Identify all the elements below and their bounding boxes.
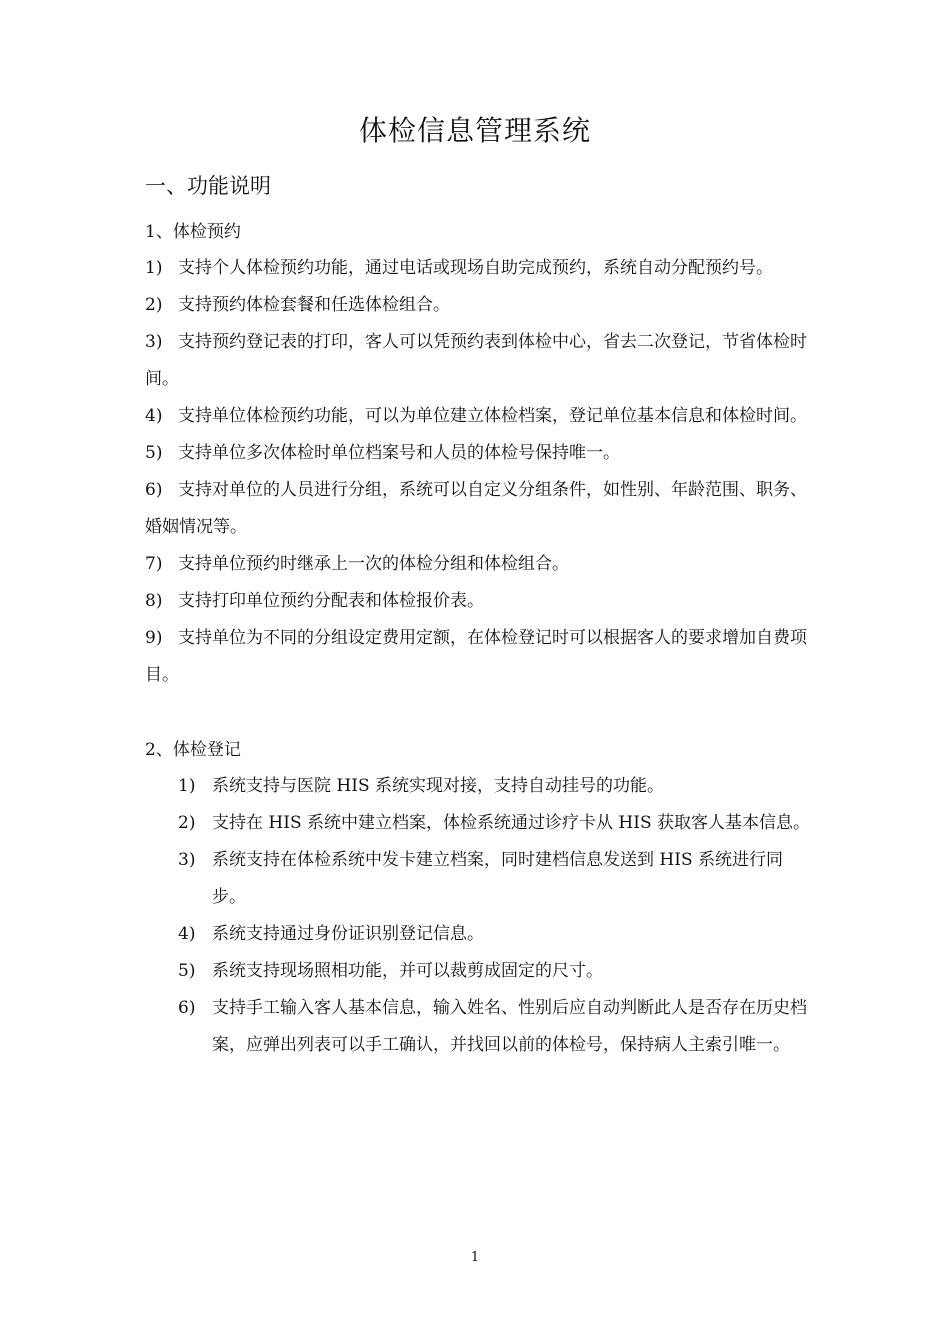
item-number: 1) bbox=[178, 776, 196, 796]
section-heading: 一、功能说明 bbox=[145, 174, 271, 198]
list-item bbox=[145, 620, 810, 694]
item-number: 9) bbox=[145, 628, 163, 648]
item-text: 支持对单位的人员进行分组，系统可以自定义分组条件，如性别、年龄范围、职务、婚姻情况等。 bbox=[145, 480, 807, 537]
subsection-heading-appointment: 1、体检预约 bbox=[145, 222, 241, 242]
item-text: 支持单位为不同的分组设定费用定额，在体检登记时可以根据客人的要求增加自费项目。 bbox=[145, 628, 807, 685]
item-number: 2) bbox=[145, 295, 163, 315]
item-text: 支持预约体检套餐和任选体检组合。 bbox=[178, 295, 450, 315]
page-number: 1 bbox=[470, 1250, 480, 1265]
appointment-list bbox=[145, 250, 810, 694]
registration-list bbox=[145, 768, 810, 1064]
list-item bbox=[145, 805, 810, 842]
item-text: 系统支持在体检系统中发卡建立档案，同时建档信息发送到 HIS 系统进行同步。 bbox=[212, 850, 783, 907]
list-item bbox=[145, 287, 810, 324]
list-item bbox=[145, 768, 810, 805]
item-number: 2) bbox=[178, 813, 196, 833]
document-title: 体检信息管理系统 bbox=[358, 114, 591, 147]
list-item bbox=[145, 398, 810, 435]
item-number: 7) bbox=[145, 554, 163, 574]
list-item bbox=[145, 842, 810, 916]
item-number: 5) bbox=[145, 443, 163, 463]
item-number: 1) bbox=[145, 258, 163, 278]
item-text: 系统支持现场照相功能，并可以裁剪成固定的尺寸。 bbox=[212, 961, 603, 981]
item-text: 支持个人体检预约功能，通过电话或现场自助完成预约，系统自动分配预约号。 bbox=[178, 258, 773, 278]
item-number: 5) bbox=[178, 961, 196, 981]
document-body bbox=[145, 214, 810, 1064]
item-text: 支持手工输入客人基本信息，输入姓名、性别后应自动判断此人是否存在历史档案，应弹出列表可以手工确认，并找回以前的体检号，保持病人主索引唯一。 bbox=[212, 998, 807, 1055]
item-number: 3) bbox=[178, 850, 196, 870]
list-item bbox=[145, 324, 810, 398]
item-number: 4) bbox=[145, 406, 163, 426]
item-number: 3) bbox=[145, 332, 163, 352]
item-number: 6) bbox=[178, 998, 196, 1018]
item-number: 4) bbox=[178, 924, 196, 944]
item-text: 系统支持与医院 HIS 系统实现对接，支持自动挂号的功能。 bbox=[212, 776, 664, 796]
list-item bbox=[145, 990, 810, 1064]
item-number: 8) bbox=[145, 591, 163, 611]
item-text: 支持单位多次体检时单位档案号和人员的体检号保持唯一。 bbox=[178, 443, 620, 463]
list-item bbox=[145, 583, 810, 620]
item-text: 支持单位预约时继承上一次的体检分组和体检组合。 bbox=[178, 554, 569, 574]
item-text: 支持打印单位预约分配表和体检报价表。 bbox=[178, 591, 484, 611]
list-item bbox=[145, 916, 810, 953]
list-item bbox=[145, 953, 810, 990]
item-text: 支持单位体检预约功能，可以为单位建立体检档案，登记单位基本信息和体检时间。 bbox=[178, 406, 807, 426]
paragraph-gap bbox=[145, 694, 810, 732]
item-number: 6) bbox=[145, 480, 163, 500]
list-item bbox=[145, 435, 810, 472]
item-text: 支持在 HIS 系统中建立档案，体检系统通过诊疗卡从 HIS 获取客人基本信息。 bbox=[212, 813, 810, 833]
subsection-heading-registration: 2、体检登记 bbox=[145, 740, 241, 760]
list-item bbox=[145, 250, 810, 287]
list-item bbox=[145, 546, 810, 583]
item-text: 系统支持通过身份证识别登记信息。 bbox=[212, 924, 484, 944]
list-item bbox=[145, 472, 810, 546]
item-text: 支持预约登记表的打印，客人可以凭预约表到体检中心，省去二次登记，节省体检时间。 bbox=[145, 332, 807, 389]
